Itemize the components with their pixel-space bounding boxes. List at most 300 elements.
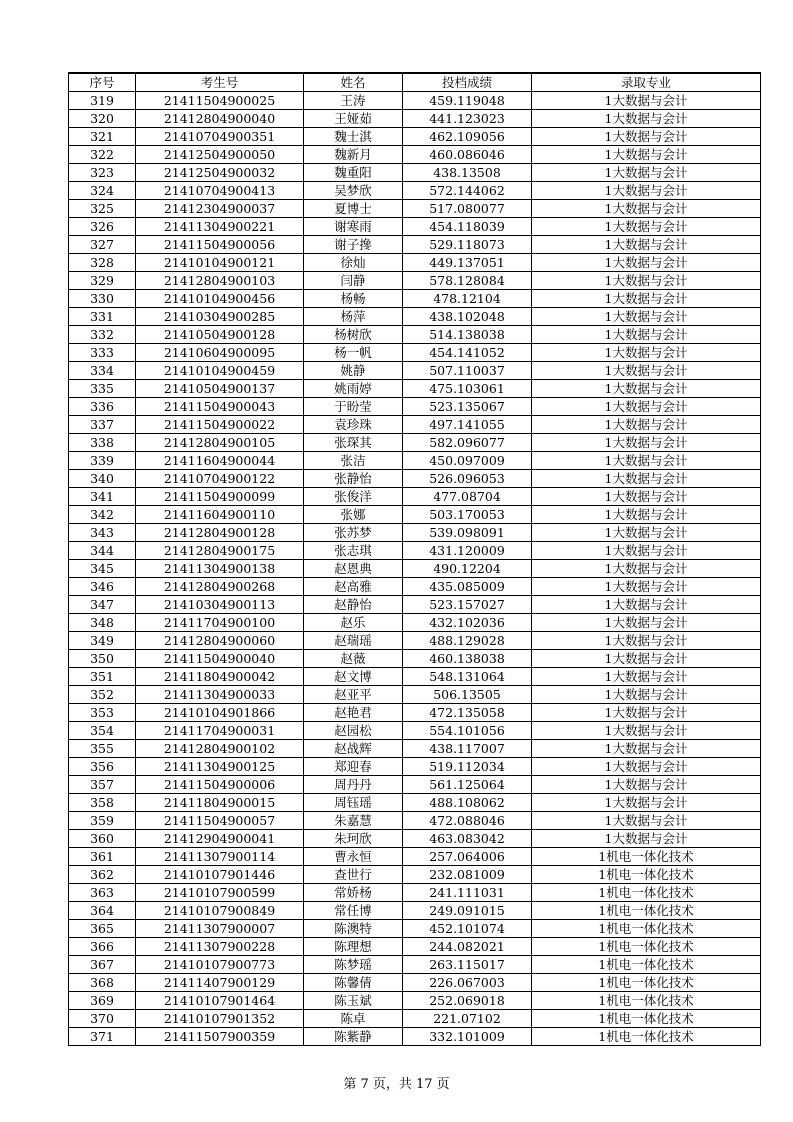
cell-major: 1大数据与会计 xyxy=(532,542,761,560)
cell-exam-id: 21411604900110 xyxy=(136,506,304,524)
cell-score: 572.144062 xyxy=(403,182,532,200)
cell-no: 370 xyxy=(69,1010,136,1028)
cell-exam-id: 21411504900043 xyxy=(136,398,304,416)
page-number: 第 7 页，共 17 页 xyxy=(343,1077,450,1092)
cell-no: 329 xyxy=(69,272,136,290)
cell-no: 344 xyxy=(69,542,136,560)
cell-no: 364 xyxy=(69,902,136,920)
cell-major: 1机电一体化技术 xyxy=(532,920,761,938)
cell-major: 1大数据与会计 xyxy=(532,488,761,506)
cell-score: 554.101056 xyxy=(403,722,532,740)
cell-no: 343 xyxy=(69,524,136,542)
cell-no: 332 xyxy=(69,326,136,344)
header-row xyxy=(69,73,761,92)
cell-major: 1机电一体化技术 xyxy=(532,866,761,884)
cell-exam-id: 21412804900175 xyxy=(136,542,304,560)
cell-major: 1大数据与会计 xyxy=(532,380,761,398)
cell-exam-id: 21410107900849 xyxy=(136,902,304,920)
cell-major: 1大数据与会计 xyxy=(532,668,761,686)
cell-name: 张琛其 xyxy=(304,434,403,452)
cell-score: 578.128084 xyxy=(403,272,532,290)
cell-name: 魏士淇 xyxy=(304,128,403,146)
header-score: 投档成绩 xyxy=(403,73,532,92)
cell-major: 1机电一体化技术 xyxy=(532,884,761,902)
cell-major: 1大数据与会计 xyxy=(532,506,761,524)
cell-score: 438.117007 xyxy=(403,740,532,758)
cell-name: 张洁 xyxy=(304,452,403,470)
cell-exam-id: 21411304900125 xyxy=(136,758,304,776)
table-row xyxy=(69,470,761,488)
cell-major: 1机电一体化技术 xyxy=(532,938,761,956)
table-row xyxy=(69,776,761,794)
cell-score: 472.135058 xyxy=(403,704,532,722)
cell-no: 356 xyxy=(69,758,136,776)
cell-name: 查世行 xyxy=(304,866,403,884)
table-row xyxy=(69,452,761,470)
cell-name: 谢寒雨 xyxy=(304,218,403,236)
cell-name: 闫静 xyxy=(304,272,403,290)
table-row xyxy=(69,236,761,254)
cell-major: 1机电一体化技术 xyxy=(532,992,761,1010)
cell-name: 陈馨倩 xyxy=(304,974,403,992)
cell-score: 519.112034 xyxy=(403,758,532,776)
cell-name: 王涛 xyxy=(304,92,403,110)
cell-no: 359 xyxy=(69,812,136,830)
cell-exam-id: 21410107900599 xyxy=(136,884,304,902)
cell-score: 454.118039 xyxy=(403,218,532,236)
cell-score: 478.12104 xyxy=(403,290,532,308)
cell-no: 327 xyxy=(69,236,136,254)
cell-no: 331 xyxy=(69,308,136,326)
cell-score: 460.138038 xyxy=(403,650,532,668)
cell-exam-id: 21411504900099 xyxy=(136,488,304,506)
cell-major: 1大数据与会计 xyxy=(532,578,761,596)
cell-score: 526.096053 xyxy=(403,470,532,488)
cell-exam-id: 21410104901866 xyxy=(136,704,304,722)
cell-major: 1大数据与会计 xyxy=(532,650,761,668)
cell-major: 1大数据与会计 xyxy=(532,128,761,146)
cell-name: 魏重阳 xyxy=(304,164,403,182)
table-header xyxy=(69,73,761,92)
cell-major: 1大数据与会计 xyxy=(532,200,761,218)
table-row xyxy=(69,902,761,920)
cell-major: 1大数据与会计 xyxy=(532,524,761,542)
cell-score: 232.081009 xyxy=(403,866,532,884)
cell-no: 336 xyxy=(69,398,136,416)
cell-score: 548.131064 xyxy=(403,668,532,686)
cell-major: 1大数据与会计 xyxy=(532,758,761,776)
cell-no: 369 xyxy=(69,992,136,1010)
cell-score: 438.13508 xyxy=(403,164,532,182)
cell-no: 340 xyxy=(69,470,136,488)
cell-no: 319 xyxy=(69,92,136,110)
cell-score: 435.085009 xyxy=(403,578,532,596)
cell-name: 赵亚平 xyxy=(304,686,403,704)
table-row xyxy=(69,848,761,866)
cell-exam-id: 21411304900221 xyxy=(136,218,304,236)
table-row xyxy=(69,1028,761,1046)
cell-exam-id: 21411504900040 xyxy=(136,650,304,668)
cell-major: 1机电一体化技术 xyxy=(532,974,761,992)
cell-no: 330 xyxy=(69,290,136,308)
cell-score: 221.07102 xyxy=(403,1010,532,1028)
cell-name: 赵园松 xyxy=(304,722,403,740)
cell-no: 322 xyxy=(69,146,136,164)
cell-name: 陈理想 xyxy=(304,938,403,956)
cell-name: 陈卓 xyxy=(304,1010,403,1028)
cell-exam-id: 21411804900042 xyxy=(136,668,304,686)
cell-score: 529.118073 xyxy=(403,236,532,254)
cell-exam-id: 21411604900044 xyxy=(136,452,304,470)
table-row xyxy=(69,668,761,686)
cell-score: 523.157027 xyxy=(403,596,532,614)
cell-exam-id: 21410107901464 xyxy=(136,992,304,1010)
cell-exam-id: 21410107901446 xyxy=(136,866,304,884)
table-row xyxy=(69,686,761,704)
cell-no: 352 xyxy=(69,686,136,704)
cell-score: 462.109056 xyxy=(403,128,532,146)
cell-name: 杨一帆 xyxy=(304,344,403,362)
cell-exam-id: 21410107901352 xyxy=(136,1010,304,1028)
cell-score: 477.08704 xyxy=(403,488,532,506)
cell-score: 454.141052 xyxy=(403,344,532,362)
cell-no: 341 xyxy=(69,488,136,506)
cell-no: 362 xyxy=(69,866,136,884)
cell-major: 1大数据与会计 xyxy=(532,110,761,128)
cell-score: 517.080077 xyxy=(403,200,532,218)
cell-major: 1机电一体化技术 xyxy=(532,1028,761,1046)
table-row xyxy=(69,434,761,452)
cell-name: 陈玉斌 xyxy=(304,992,403,1010)
table-row xyxy=(69,146,761,164)
cell-name: 夏博士 xyxy=(304,200,403,218)
cell-no: 345 xyxy=(69,560,136,578)
cell-major: 1大数据与会计 xyxy=(532,290,761,308)
cell-major: 1大数据与会计 xyxy=(532,722,761,740)
cell-score: 438.102048 xyxy=(403,308,532,326)
cell-exam-id: 21410604900095 xyxy=(136,344,304,362)
cell-no: 368 xyxy=(69,974,136,992)
cell-exam-id: 21411504900057 xyxy=(136,812,304,830)
cell-exam-id: 21411307900007 xyxy=(136,920,304,938)
table-row xyxy=(69,938,761,956)
cell-score: 459.119048 xyxy=(403,92,532,110)
cell-score: 449.137051 xyxy=(403,254,532,272)
table-row xyxy=(69,254,761,272)
cell-major: 1大数据与会计 xyxy=(532,308,761,326)
table-row xyxy=(69,218,761,236)
cell-name: 赵恩典 xyxy=(304,560,403,578)
cell-no: 360 xyxy=(69,830,136,848)
cell-score: 241.111031 xyxy=(403,884,532,902)
table-row xyxy=(69,578,761,596)
cell-score: 226.067003 xyxy=(403,974,532,992)
cell-exam-id: 21411407900129 xyxy=(136,974,304,992)
cell-exam-id: 21411504900025 xyxy=(136,92,304,110)
cell-score: 539.098091 xyxy=(403,524,532,542)
cell-no: 357 xyxy=(69,776,136,794)
table-row xyxy=(69,506,761,524)
cell-score: 452.101074 xyxy=(403,920,532,938)
table-row xyxy=(69,344,761,362)
cell-major: 1大数据与会计 xyxy=(532,236,761,254)
cell-exam-id: 21411304900138 xyxy=(136,560,304,578)
cell-exam-id: 21411304900033 xyxy=(136,686,304,704)
table-row xyxy=(69,974,761,992)
cell-score: 263.115017 xyxy=(403,956,532,974)
table-row xyxy=(69,110,761,128)
cell-major: 1大数据与会计 xyxy=(532,416,761,434)
cell-score: 507.110037 xyxy=(403,362,532,380)
cell-score: 488.129028 xyxy=(403,632,532,650)
cell-no: 325 xyxy=(69,200,136,218)
cell-major: 1机电一体化技术 xyxy=(532,956,761,974)
cell-name: 曹永恒 xyxy=(304,848,403,866)
cell-exam-id: 21411507900359 xyxy=(136,1028,304,1046)
table-row xyxy=(69,92,761,110)
cell-exam-id: 21412804900268 xyxy=(136,578,304,596)
table-row xyxy=(69,650,761,668)
table-row xyxy=(69,308,761,326)
cell-major: 1大数据与会计 xyxy=(532,686,761,704)
header-major: 录取专业 xyxy=(532,73,761,92)
cell-no: 351 xyxy=(69,668,136,686)
cell-no: 350 xyxy=(69,650,136,668)
cell-major: 1大数据与会计 xyxy=(532,740,761,758)
cell-major: 1机电一体化技术 xyxy=(532,1010,761,1028)
cell-no: 337 xyxy=(69,416,136,434)
cell-major: 1大数据与会计 xyxy=(532,812,761,830)
table-row xyxy=(69,182,761,200)
cell-exam-id: 21412504900050 xyxy=(136,146,304,164)
cell-score: 503.170053 xyxy=(403,506,532,524)
cell-no: 334 xyxy=(69,362,136,380)
cell-no: 324 xyxy=(69,182,136,200)
cell-exam-id: 21411504900022 xyxy=(136,416,304,434)
cell-exam-id: 21411504900056 xyxy=(136,236,304,254)
cell-score: 497.141055 xyxy=(403,416,532,434)
cell-no: 358 xyxy=(69,794,136,812)
cell-no: 335 xyxy=(69,380,136,398)
cell-exam-id: 21412804900060 xyxy=(136,632,304,650)
cell-major: 1大数据与会计 xyxy=(532,560,761,578)
cell-name: 姚雨婷 xyxy=(304,380,403,398)
cell-no: 326 xyxy=(69,218,136,236)
cell-name: 徐灿 xyxy=(304,254,403,272)
cell-score: 475.103061 xyxy=(403,380,532,398)
cell-name: 张娜 xyxy=(304,506,403,524)
cell-name: 赵战辉 xyxy=(304,740,403,758)
cell-major: 1大数据与会计 xyxy=(532,182,761,200)
cell-major: 1大数据与会计 xyxy=(532,830,761,848)
cell-no: 346 xyxy=(69,578,136,596)
cell-name: 赵乐 xyxy=(304,614,403,632)
table-body xyxy=(69,92,761,1046)
cell-major: 1大数据与会计 xyxy=(532,326,761,344)
table-row xyxy=(69,632,761,650)
cell-exam-id: 21411307900114 xyxy=(136,848,304,866)
table-row xyxy=(69,956,761,974)
cell-name: 常任博 xyxy=(304,902,403,920)
table-row xyxy=(69,1010,761,1028)
cell-major: 1大数据与会计 xyxy=(532,272,761,290)
cell-name: 赵艳君 xyxy=(304,704,403,722)
cell-major: 1大数据与会计 xyxy=(532,344,761,362)
cell-no: 348 xyxy=(69,614,136,632)
table-row xyxy=(69,290,761,308)
cell-score: 249.091015 xyxy=(403,902,532,920)
cell-exam-id: 21411504900006 xyxy=(136,776,304,794)
header-exam-id: 考生号 xyxy=(136,73,304,92)
cell-name: 谢子搀 xyxy=(304,236,403,254)
cell-exam-id: 21411704900031 xyxy=(136,722,304,740)
cell-major: 1大数据与会计 xyxy=(532,614,761,632)
cell-score: 488.108062 xyxy=(403,794,532,812)
table-row xyxy=(69,722,761,740)
cell-score: 506.13505 xyxy=(403,686,532,704)
cell-no: 367 xyxy=(69,956,136,974)
cell-no: 365 xyxy=(69,920,136,938)
table-row xyxy=(69,542,761,560)
table-row xyxy=(69,704,761,722)
cell-exam-id: 21412504900032 xyxy=(136,164,304,182)
header-no: 序号 xyxy=(69,73,136,92)
table-row xyxy=(69,812,761,830)
table-row xyxy=(69,128,761,146)
cell-exam-id: 21410104900459 xyxy=(136,362,304,380)
cell-exam-id: 21412804900105 xyxy=(136,434,304,452)
cell-name: 杨畅 xyxy=(304,290,403,308)
cell-name: 赵高雅 xyxy=(304,578,403,596)
cell-name: 张静怡 xyxy=(304,470,403,488)
cell-name: 张俊洋 xyxy=(304,488,403,506)
table-row xyxy=(69,830,761,848)
cell-exam-id: 21411704900100 xyxy=(136,614,304,632)
cell-no: 342 xyxy=(69,506,136,524)
table-row xyxy=(69,596,761,614)
cell-major: 1大数据与会计 xyxy=(532,92,761,110)
admission-table xyxy=(68,72,761,1046)
cell-major: 1大数据与会计 xyxy=(532,596,761,614)
table-row xyxy=(69,758,761,776)
table-row xyxy=(69,488,761,506)
cell-score: 523.135067 xyxy=(403,398,532,416)
cell-major: 1机电一体化技术 xyxy=(532,848,761,866)
table-row xyxy=(69,200,761,218)
table-row xyxy=(69,920,761,938)
cell-no: 323 xyxy=(69,164,136,182)
cell-score: 463.083042 xyxy=(403,830,532,848)
cell-no: 355 xyxy=(69,740,136,758)
cell-major: 1机电一体化技术 xyxy=(532,902,761,920)
table-row xyxy=(69,884,761,902)
cell-name: 朱嘉慧 xyxy=(304,812,403,830)
cell-score: 490.12204 xyxy=(403,560,532,578)
cell-name: 杨树欣 xyxy=(304,326,403,344)
cell-score: 561.125064 xyxy=(403,776,532,794)
cell-score: 460.086046 xyxy=(403,146,532,164)
cell-exam-id: 21410704900122 xyxy=(136,470,304,488)
cell-name: 郑迎春 xyxy=(304,758,403,776)
cell-name: 常娇杨 xyxy=(304,884,403,902)
cell-name: 赵文博 xyxy=(304,668,403,686)
cell-no: 339 xyxy=(69,452,136,470)
cell-no: 363 xyxy=(69,884,136,902)
table-row xyxy=(69,380,761,398)
cell-no: 361 xyxy=(69,848,136,866)
cell-exam-id: 21412804900128 xyxy=(136,524,304,542)
cell-major: 1大数据与会计 xyxy=(532,794,761,812)
cell-no: 320 xyxy=(69,110,136,128)
cell-no: 371 xyxy=(69,1028,136,1046)
cell-exam-id: 21410704900351 xyxy=(136,128,304,146)
cell-no: 354 xyxy=(69,722,136,740)
cell-no: 349 xyxy=(69,632,136,650)
cell-no: 321 xyxy=(69,128,136,146)
cell-name: 张志琪 xyxy=(304,542,403,560)
cell-name: 周钰瑶 xyxy=(304,794,403,812)
cell-exam-id: 21410704900413 xyxy=(136,182,304,200)
cell-score: 244.082021 xyxy=(403,938,532,956)
cell-exam-id: 21410304900285 xyxy=(136,308,304,326)
cell-exam-id: 21410107900773 xyxy=(136,956,304,974)
table-row xyxy=(69,614,761,632)
table-row xyxy=(69,866,761,884)
cell-name: 陈紫静 xyxy=(304,1028,403,1046)
cell-no: 353 xyxy=(69,704,136,722)
cell-exam-id: 21412904900041 xyxy=(136,830,304,848)
cell-exam-id: 21410504900128 xyxy=(136,326,304,344)
cell-exam-id: 21412804900103 xyxy=(136,272,304,290)
cell-score: 332.101009 xyxy=(403,1028,532,1046)
cell-major: 1大数据与会计 xyxy=(532,434,761,452)
cell-major: 1大数据与会计 xyxy=(532,164,761,182)
table-row xyxy=(69,272,761,290)
cell-no: 328 xyxy=(69,254,136,272)
cell-name: 姚静 xyxy=(304,362,403,380)
cell-exam-id: 21412304900037 xyxy=(136,200,304,218)
cell-exam-id: 21412804900102 xyxy=(136,740,304,758)
cell-score: 252.069018 xyxy=(403,992,532,1010)
cell-score: 257.064006 xyxy=(403,848,532,866)
cell-major: 1大数据与会计 xyxy=(532,362,761,380)
cell-name: 于盼莹 xyxy=(304,398,403,416)
cell-score: 431.120009 xyxy=(403,542,532,560)
cell-exam-id: 21411804900015 xyxy=(136,794,304,812)
cell-name: 赵静怡 xyxy=(304,596,403,614)
cell-major: 1大数据与会计 xyxy=(532,470,761,488)
cell-name: 袁珍珠 xyxy=(304,416,403,434)
cell-score: 472.088046 xyxy=(403,812,532,830)
cell-no: 333 xyxy=(69,344,136,362)
cell-name: 赵瑞瑶 xyxy=(304,632,403,650)
table-row xyxy=(69,524,761,542)
cell-major: 1大数据与会计 xyxy=(532,452,761,470)
cell-score: 450.097009 xyxy=(403,452,532,470)
cell-name: 张苏梦 xyxy=(304,524,403,542)
cell-no: 338 xyxy=(69,434,136,452)
cell-name: 赵薇 xyxy=(304,650,403,668)
cell-major: 1大数据与会计 xyxy=(532,146,761,164)
cell-major: 1大数据与会计 xyxy=(532,218,761,236)
table-row xyxy=(69,326,761,344)
cell-exam-id: 21410304900113 xyxy=(136,596,304,614)
cell-major: 1大数据与会计 xyxy=(532,704,761,722)
table-row xyxy=(69,164,761,182)
table-row xyxy=(69,794,761,812)
cell-name: 朱珂欣 xyxy=(304,830,403,848)
cell-score: 582.096077 xyxy=(403,434,532,452)
